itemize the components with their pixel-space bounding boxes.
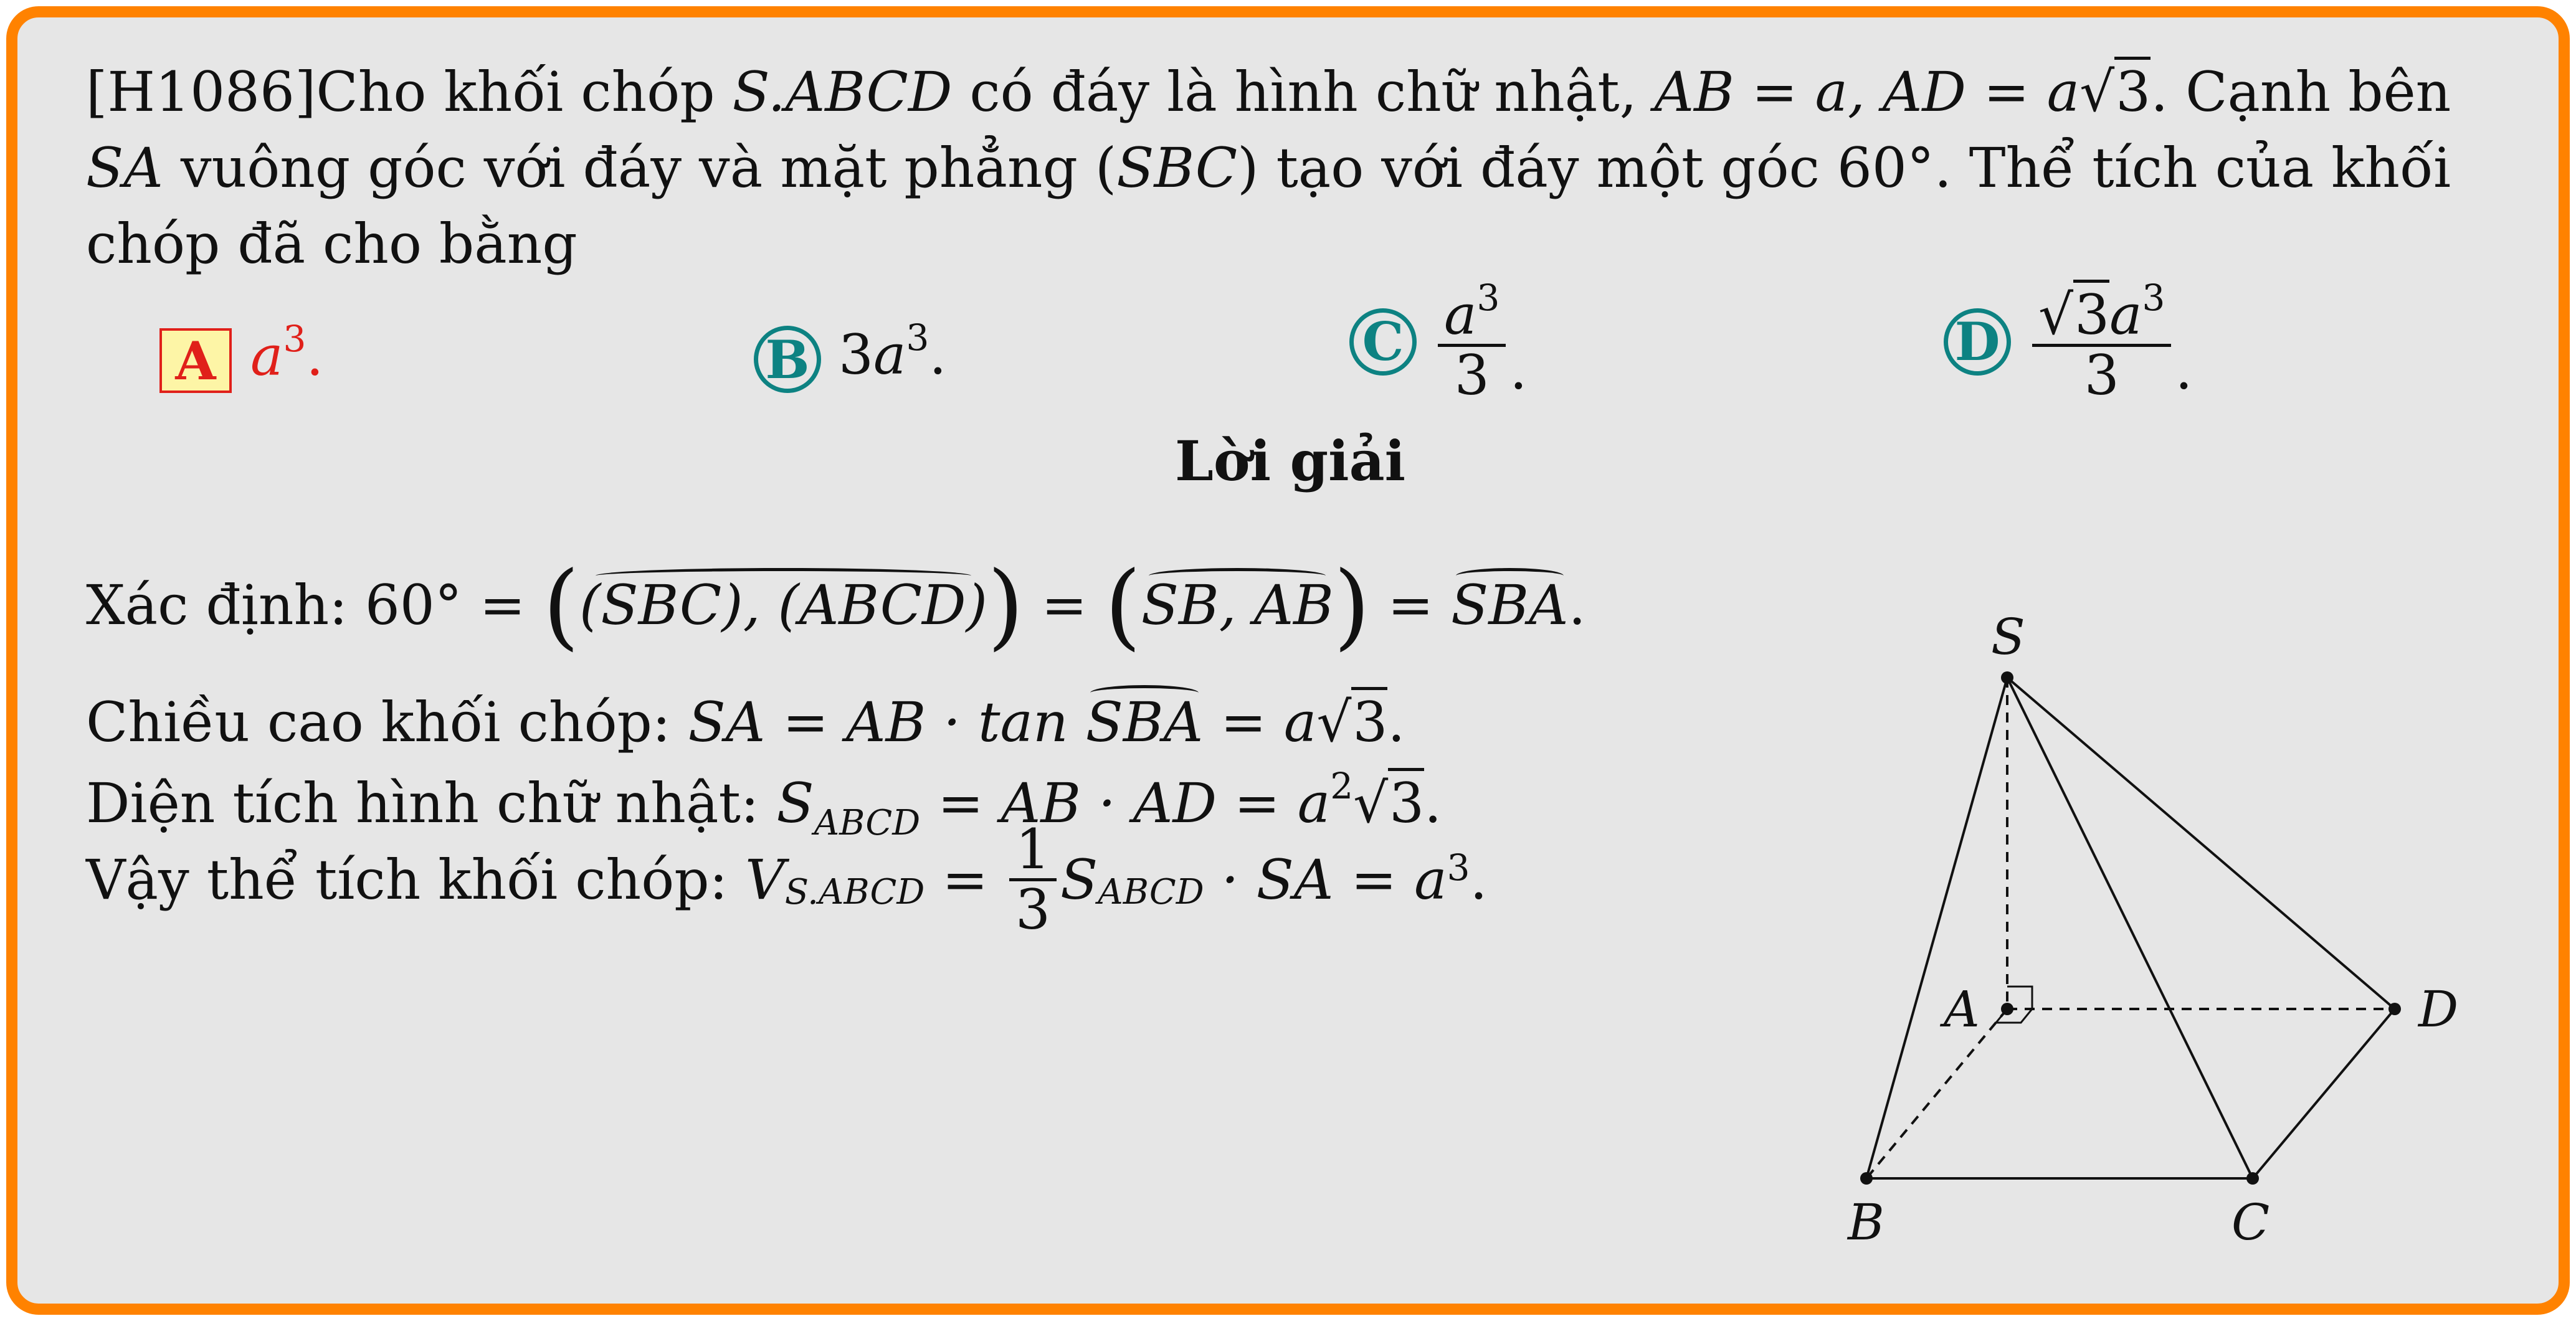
fraction-den: 3 (1015, 878, 1050, 942)
sqrt-radicand: 3 (2114, 57, 2151, 124)
option-a-exp: 3 (283, 318, 307, 360)
equals: = (1024, 573, 1105, 637)
big-paren-close: ) (1333, 552, 1371, 660)
angle-sba: SBA (1085, 690, 1204, 754)
label-d: D (2418, 980, 2459, 1038)
angle-sba: SBA (1451, 573, 1569, 637)
vertex-s-dot (2001, 671, 2013, 684)
option-b-base: a (873, 323, 906, 387)
fraction-num: 1 (1009, 821, 1057, 881)
edge-sd (2007, 678, 2395, 1009)
label-s: S (1991, 608, 2025, 666)
option-c-marker: C (1349, 308, 1417, 376)
edge-ab-hidden (1866, 1009, 2007, 1178)
problem-text: có đáy là hình chữ nhật, (952, 60, 1655, 124)
option-a-base: a (250, 324, 283, 388)
option-d-base: a (2109, 283, 2142, 347)
big-paren-open: ( (1105, 552, 1141, 660)
edge-sb (1866, 678, 2007, 1178)
step4-label: Vậy thể tích khối chóp: (86, 848, 728, 912)
period: . (1387, 690, 1405, 754)
math-ab-ad: AB = a, AD = a (1654, 60, 2080, 124)
option-d-exp: 3 (2142, 277, 2165, 319)
step4-expr: · SA = a (1204, 848, 1447, 912)
option-b-exp: 3 (906, 316, 929, 359)
step2-label: Chiều cao khối chóp: (86, 690, 688, 754)
sqrt-radicand: 3 (1351, 687, 1387, 754)
option-a-end: . (306, 324, 324, 388)
vertex-a-dot (2001, 1003, 2013, 1015)
problem-text: ) tạo với đáy một góc 60°. Thể tích của khối (1237, 136, 2451, 200)
vertex-d-dot (2388, 1003, 2401, 1015)
problem-text: [H1086]Cho khối chóp (86, 60, 733, 124)
period: . (1424, 771, 1442, 835)
option-c-num: a (1444, 283, 1477, 347)
problem-text: vuông góc với đáy và mặt phẳng ( (163, 136, 1117, 200)
area-symbol: S (776, 771, 814, 835)
sqrt-sign: √ (2079, 60, 2115, 124)
area-symbol: S (1060, 848, 1098, 912)
big-paren-close: ) (987, 552, 1024, 660)
step1-label: Xác định: 60° = (86, 573, 543, 637)
vertex-b-dot (1860, 1172, 1873, 1185)
option-c-exp: 3 (1476, 277, 1500, 319)
option-c-den: 3 (1454, 343, 1490, 408)
step2-eq: = a (1203, 690, 1317, 754)
angle-lines: SB, AB (1141, 573, 1334, 637)
option-d-root: 3 (2073, 280, 2109, 347)
option-d-den: 3 (2084, 343, 2119, 408)
sqrt-sign: √ (1316, 690, 1352, 754)
label-b: B (1848, 1193, 1884, 1251)
option-d-marker: D (1944, 308, 2011, 376)
period: . (1470, 848, 1488, 912)
equals: = (1370, 573, 1452, 637)
problem-text: . Cạnh bên (2151, 60, 2451, 124)
sqrt-radicand: 3 (1388, 768, 1424, 835)
math-solid: S.ABCD (732, 60, 953, 124)
option-c-end: . (1509, 338, 1528, 402)
vertex-c-dot (2246, 1172, 2259, 1185)
solution-heading: Lời giải (1175, 428, 1406, 493)
step2-expr: SA = AB · tan (688, 690, 1086, 754)
option-d-end: . (2175, 338, 2193, 402)
sqrt-sign: √ (1353, 771, 1389, 835)
math-sa: SA (86, 136, 163, 200)
exponent: 2 (1330, 765, 1354, 807)
sqrt-sign: √ (2038, 283, 2074, 347)
period: . (1568, 573, 1586, 637)
option-a-marker: A (159, 328, 232, 393)
exponent: 3 (1447, 846, 1470, 889)
step3-expr: = AB · AD = a (920, 771, 1331, 835)
volume-symbol: V (745, 848, 785, 912)
edge-cd (2253, 1009, 2395, 1178)
equals: = (924, 848, 1005, 912)
big-paren-open: ( (543, 552, 580, 660)
label-a: A (1944, 980, 1980, 1038)
option-b-marker: B (754, 326, 821, 393)
label-c: C (2231, 1193, 2270, 1251)
step3-label: Diện tích hình chữ nhật: (86, 771, 777, 835)
right-angle-mark (1996, 987, 2032, 1023)
angle-planes: (SBC), (ABCD) (579, 573, 987, 637)
area-subscript: ABCD (1098, 872, 1204, 913)
problem-line-3: chóp đã cho bằng (86, 212, 577, 276)
math-plane: SBC (1116, 136, 1238, 200)
volume-subscript: S.ABCD (784, 872, 925, 913)
edge-sc (2007, 678, 2253, 1178)
option-b-end: . (929, 323, 947, 387)
option-b-coef: 3 (839, 323, 873, 387)
area-subscript: ABCD (814, 803, 921, 843)
